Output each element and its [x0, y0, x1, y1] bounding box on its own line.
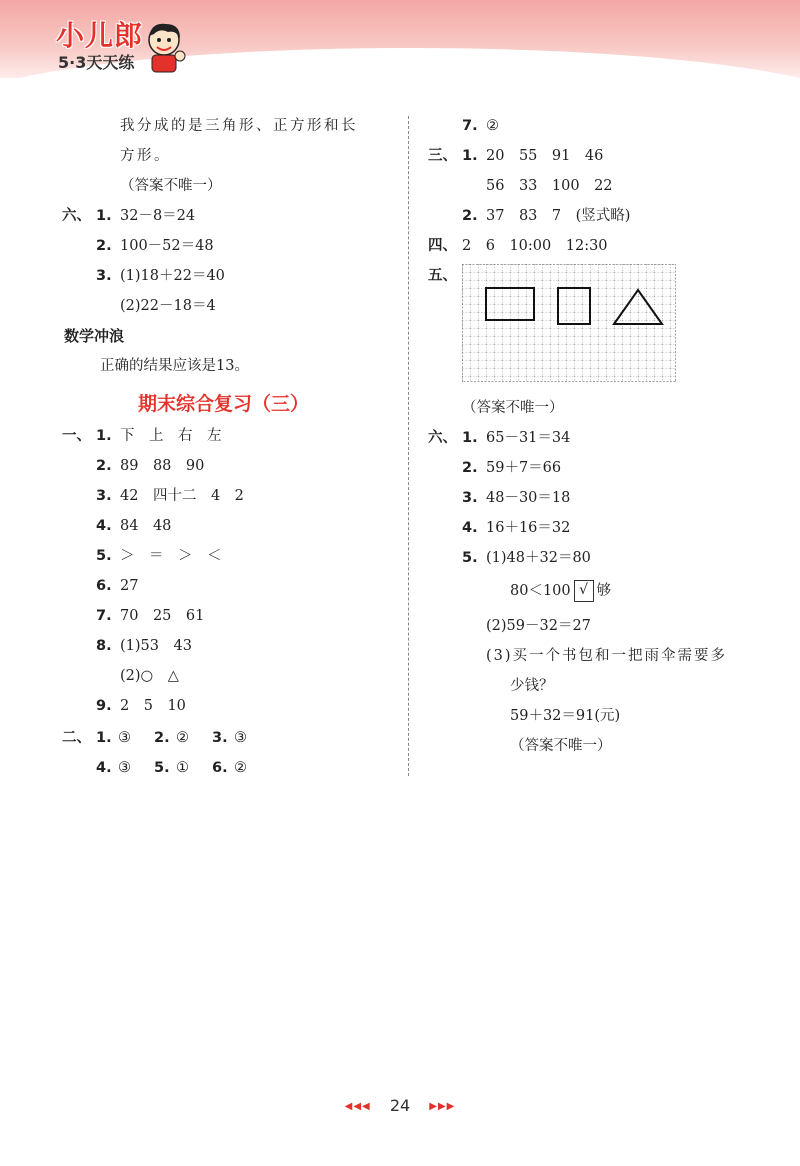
item-number: 1.: [96, 730, 112, 746]
item-number: 3.: [96, 268, 112, 284]
answer-text: (3)买一个书包和一把雨伞需要多: [486, 648, 728, 664]
answer-text: 2 5 10: [120, 698, 186, 714]
mascot-icon: [142, 20, 188, 74]
brand-subtitle: 5·3天天练: [58, 53, 135, 72]
answer-text: 16＋16＝32: [486, 520, 571, 536]
answer-text: 27: [120, 578, 139, 594]
answer-text: 59＋32＝91(元): [510, 708, 621, 724]
answer-text: (2)59－32＝27: [486, 618, 591, 634]
answer-text: 56 33 100 22: [486, 178, 613, 194]
answer-text: 59＋7＝66: [486, 460, 562, 476]
answer-text: 少钱？: [510, 678, 554, 694]
answer-text: (1)53 43: [120, 638, 192, 654]
answer-text: 70 25 61: [120, 608, 205, 624]
answer-text: 84 48: [120, 518, 172, 534]
answer-text: ①: [176, 760, 189, 776]
section-label: 二、: [62, 730, 91, 746]
page-number: 24: [389, 1096, 411, 1115]
answer-text: (1)48＋32＝80: [486, 550, 591, 566]
item-number: 6.: [212, 760, 228, 776]
item-number: 4.: [462, 520, 478, 536]
item-number: 1.: [96, 208, 112, 224]
enough-text: 够: [596, 583, 612, 599]
answer-text: ③: [118, 760, 131, 776]
item-number: 2.: [96, 458, 112, 474]
item-number: 4.: [96, 760, 112, 776]
section-label: 六、: [62, 208, 91, 224]
item-number: 1.: [462, 148, 478, 164]
answer-text: 48－30＝18: [486, 490, 571, 506]
answer-text: ②: [486, 118, 499, 134]
item-number: 3.: [462, 490, 478, 506]
answer-text: (1)18＋22＝40: [120, 268, 225, 284]
item-number: 7.: [96, 608, 112, 624]
section-label: 六、: [428, 430, 457, 446]
answer-text: ②: [234, 760, 247, 776]
section-label: 三、: [428, 148, 457, 164]
item-number: 9.: [96, 698, 112, 714]
answer-note: （答案不唯一）: [510, 738, 612, 754]
item-number: 5.: [96, 548, 112, 564]
answer-text: ③: [234, 730, 247, 746]
page-footer: [0, 1096, 800, 1115]
section-label: 四、: [428, 238, 457, 254]
compare-line: [510, 580, 611, 602]
brand-logo: 小儿郎: [56, 19, 144, 52]
answer-text: ②: [176, 730, 189, 746]
item-number: 2.: [154, 730, 170, 746]
dotted-grid-figure: [462, 264, 676, 382]
item-number: 1.: [462, 430, 478, 446]
page-header: [0, 0, 800, 78]
answer-text: 89 88 90: [120, 458, 205, 474]
text-line: 我分成的是三角形、正方形和长: [120, 118, 358, 134]
item-number: 3.: [212, 730, 228, 746]
text-line: 方形。: [120, 148, 171, 164]
answer-text: 42 四十二 4 2: [120, 488, 244, 504]
check-box: √: [574, 580, 594, 602]
item-number: 5.: [462, 550, 478, 566]
answer-text: 下 上 右 左: [120, 428, 222, 444]
item-number: 2.: [462, 208, 478, 224]
item-number: 1.: [96, 428, 112, 444]
left-arrows-icon: ◀◀◀: [344, 1101, 371, 1112]
answer-text: 100－52＝48: [120, 238, 214, 254]
challenge-title: 数学冲浪: [64, 327, 125, 345]
answer-text: (2)○ △: [120, 668, 179, 684]
item-number: 5.: [154, 760, 170, 776]
answer-text: 20 55 91 46: [486, 148, 604, 164]
item-number: 3.: [96, 488, 112, 504]
item-number: 7.: [462, 118, 478, 134]
section-label: 五、: [428, 268, 457, 284]
section-label: 一、: [62, 428, 91, 444]
item-number: 2.: [462, 460, 478, 476]
answer-text: 2 6 10:00 12:30: [462, 238, 608, 254]
right-arrows-icon: ▶▶▶: [429, 1101, 456, 1112]
answer-text: ③: [118, 730, 131, 746]
answer-text: 65－31＝34: [486, 430, 571, 446]
answer-text: ＞ ＝ ＞ ＜: [120, 548, 222, 564]
answer-note: （答案不唯一）: [120, 178, 222, 194]
challenge-text: 正确的结果应该是13。: [100, 358, 249, 374]
answer-note: （答案不唯一）: [462, 400, 564, 416]
answer-text: (2)22－18＝4: [120, 298, 216, 314]
answer-text: 32－8＝24: [120, 208, 196, 224]
review-title: 期末综合复习（三）: [138, 393, 310, 415]
item-number: 4.: [96, 518, 112, 534]
column-divider: [408, 116, 409, 776]
item-number: 8.: [96, 638, 112, 654]
compare-text: 80＜100: [510, 583, 571, 599]
item-number: 6.: [96, 578, 112, 594]
item-number: 2.: [96, 238, 112, 254]
answer-text: 37 83 7 (竖式略): [486, 208, 631, 224]
